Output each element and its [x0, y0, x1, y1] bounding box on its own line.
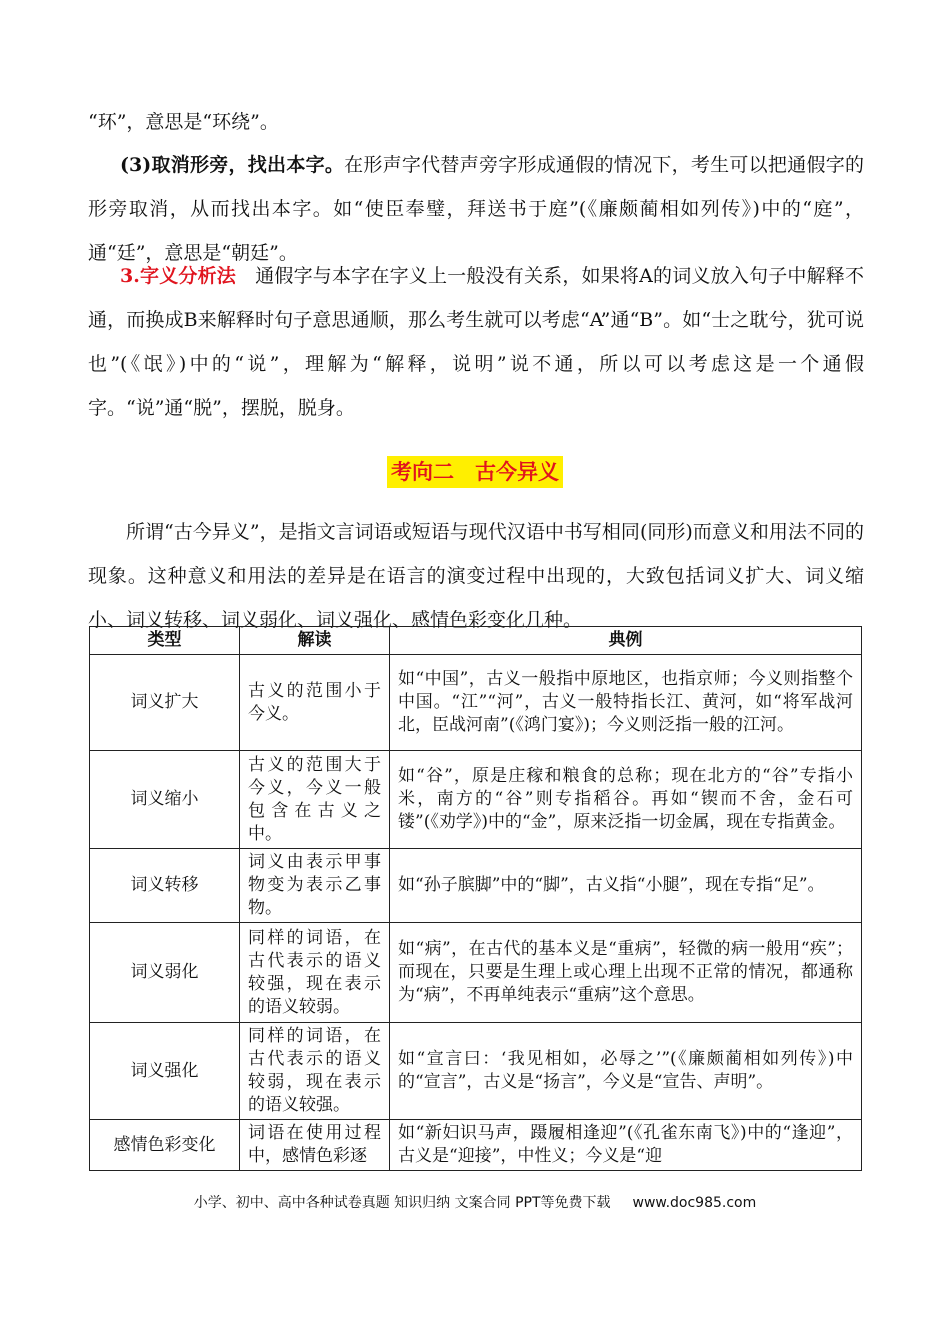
paragraph-meaning-analysis — [88, 254, 864, 430]
type-cell: 词义扩大 — [90, 655, 240, 751]
type-cell: 词义转移 — [90, 849, 240, 923]
table-row — [90, 1023, 862, 1120]
explain-cell: 同样的词语，在古代表示的语义较强，现在表示的语义较弱。 — [240, 923, 390, 1023]
footer-link[interactable]: www.doc985.com — [632, 1195, 757, 1211]
explain-cell: 古义的范围大于今义，今义一般包含在古义之中。 — [240, 751, 390, 849]
type-cell: 词义强化 — [90, 1023, 240, 1120]
explain-cell: 同样的词语，在古代表示的语义较弱，现在表示的语义较强。 — [240, 1023, 390, 1120]
table-row — [90, 751, 862, 849]
explain-cell: 词义由表示甲事物变为表示乙事物。 — [240, 849, 390, 923]
example-cell: 如“中国”，古义一般指中原地区，也指京师；今义则指整个中国。“江”“河”，古义一般特指长江、黄河，如“将军战河北，臣战河南”(《鸿门宴》)；今义则泛指一般的江河。 — [390, 655, 862, 751]
gujin-yiyi-table — [89, 626, 862, 1171]
page-footer — [0, 1192, 950, 1212]
example-cell: 如“病”，在古代的基本义是“重病”，轻微的病一般用“疾”；而现在，只要是生理上或心理上出现不正常的情况，都通称为“病”，不再单纯表示“重病”这个意思。 — [390, 923, 862, 1023]
table-row — [90, 849, 862, 923]
method-heading: 3.字义分析法 — [120, 265, 237, 287]
section-title-text: 考向二 古今异义 — [387, 456, 563, 488]
table-row — [90, 923, 862, 1023]
type-cell: 词义缩小 — [90, 751, 240, 849]
table-row — [90, 655, 862, 751]
example-cell: 如“谷”，原是庄稼和粮食的总称；现在北方的“谷”专指小米，南方的“谷”则专指稻谷。再如“锲而不舍，金石可镂”(《劝学》)中的“金”，原来泛指一切金属，现在专指黄金。 — [390, 751, 862, 849]
paragraph-text: 所谓“古今异义”，是指文言词语或短语与现代汉语中书写相同(同形)而意义和用法不同的现象。这种意义和用法的差异是在语言的演变过程中出现的，大致包括词义扩大、词义缩小、词义转移、词义弱化、词义强化、感情色彩变化几种。 — [88, 521, 864, 631]
column-header: 类型 — [90, 627, 240, 655]
explain-cell: 古义的范围小于今义。 — [240, 655, 390, 751]
column-header: 解读 — [240, 627, 390, 655]
paragraph-continuation — [88, 100, 864, 144]
paragraph-text: “环”，意思是“环绕”。 — [88, 111, 279, 133]
table-header-row — [90, 627, 862, 655]
example-cell: 如“宣言曰：‘我见相如，必辱之’”(《廉颇蔺相如列传》)中的“宣言”，古义是“扬言”，今义是“宣告、声明”。 — [390, 1023, 862, 1120]
type-cell: 感情色彩变化 — [90, 1120, 240, 1171]
table-row — [90, 1120, 862, 1171]
section-title — [0, 456, 950, 486]
paragraph-text: 通假字与本字在字义上一般没有关系，如果将A的词义放入句子中解释不通，而换成B来解释时句子意思通顺，那么考生就可以考虑“A”通“B”。如“士之耽兮，犹可说也”(《氓》)中的“说”，理解为“解释，说明”说不通，所以可以考虑这是一个通假字。“说”通“脱”，摆脱，脱身。 — [88, 265, 864, 419]
explain-cell: 词语在使用过程中，感情色彩逐 — [240, 1120, 390, 1171]
paragraph-text: 在形声字代替声旁字形成通假的情况下，考生可以把通假字的形旁取消，从而找出本字。如“使臣奉璧，拜送书于庭”(《廉颇蔺相如列传》)中的“庭”，通“廷”，意思是“朝廷”。 — [88, 154, 864, 264]
paragraph-intro — [88, 510, 864, 642]
column-header: 典例 — [390, 627, 862, 655]
example-cell: 如“新妇识马声，蹑履相逢迎”(《孔雀东南飞》)中的“逢迎”，古义是“迎接”，中性义；今义是“迎 — [390, 1120, 862, 1171]
example-cell: 如“孙子膑脚”中的“脚”，古义指“小腿”，现在专指“足”。 — [390, 849, 862, 923]
type-cell: 词义弱化 — [90, 923, 240, 1023]
footer-text: 小学、初中、高中各种试卷真题 知识归纳 文案合同 PPT等免费下载 — [193, 1195, 611, 1211]
method-heading: (3)取消形旁，找出本字。 — [120, 154, 345, 176]
